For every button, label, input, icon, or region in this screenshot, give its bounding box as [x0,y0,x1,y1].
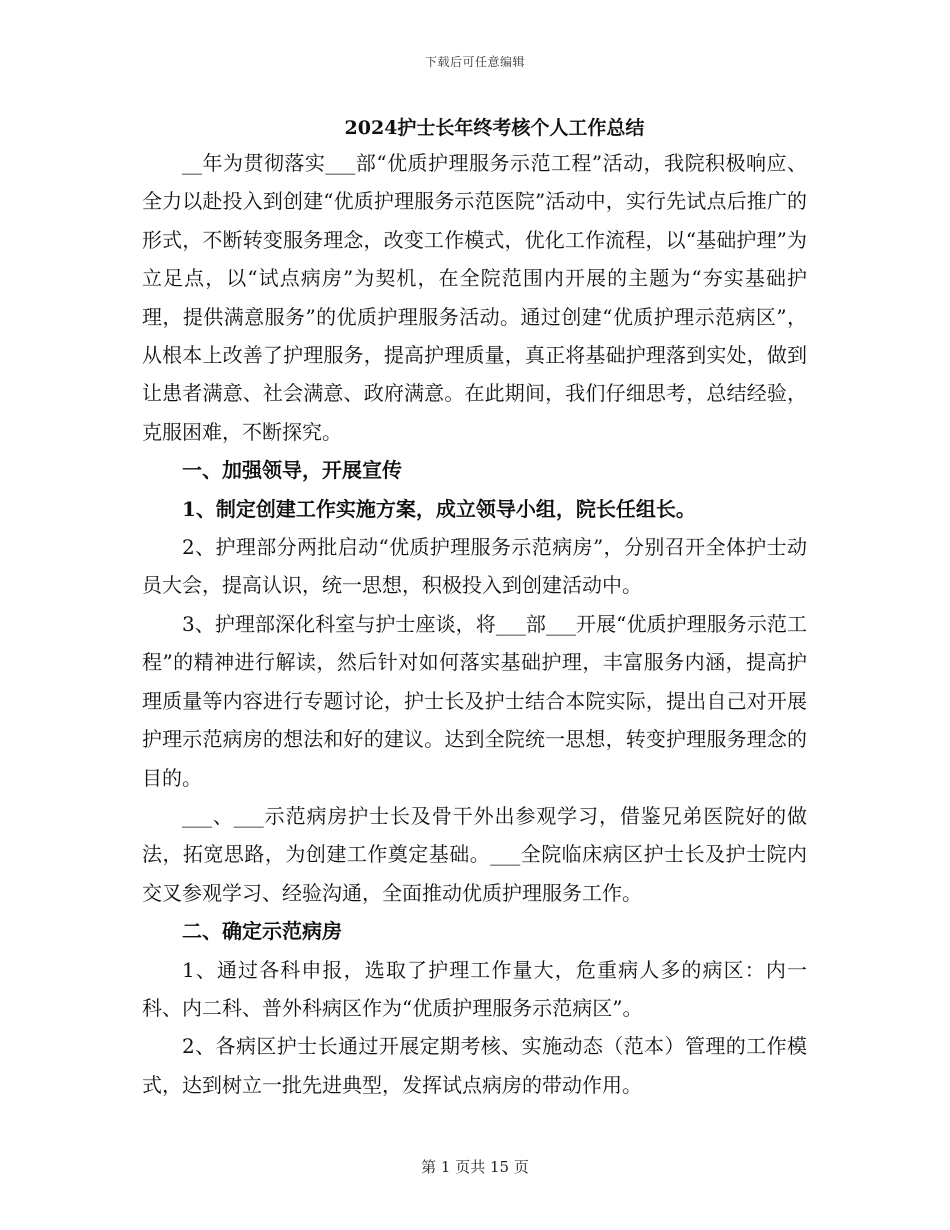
document-title: 2024护士长年终考核个人工作总结 [344,117,645,139]
page-header-note: 下载后可任意编辑 [424,55,525,69]
document-body [142,112,807,1104]
page-number: 第 1 页共 15 页 [421,1158,529,1176]
intro-paragraph: __年为贯彻落实___部“优质护理服务示范工程”活动，我院积极响应、全力以赴投入到创建“优质护理服务示范医院”活动中，实行先试点后推广的形式，不断转变服务理念，改变工作模式，优化工作流程，以“基础护理”为立足点，以“试点病房”为契机，在全院范围内开展的主题为“夯实基础护理，提供满意服务”的优质护理服务活动。通过创建“优质护理示范病区”，从根本上改善了护理服务，提高护理质量，真正将基础护理落到实处，做到让患者满意、社会满意、政府满意。在此期间，我们仔细思考，总结经验，克服困难，不断探究。 [142,151,807,444]
section-2-heading: 二、确定示范病房 [182,919,342,944]
section-1-heading: 一、加强领导，开展宣传 [182,458,402,483]
section-1-subheading: 1、制定创建工作实施方案，成立领导小组，院长任组长。 [182,496,696,521]
section-1-paragraph-2: 2、护理部分两批启动“优质护理服务示范病房”，分别召开全体护士动员大会，提高认识，统一思想，积极投入到创建活动中。 [142,535,807,598]
section-1-paragraph-3: 3、护理部深化科室与护士座谈，将___部___开展“优质护理服务示范工程”的精神进行解读，然后针对如何落实基础护理，丰富服务内涵，提高护理质量等内容进行专题讨论，护士长及护士结合本院实际，提出自己对开展护理示范病房的想法和好的建议。达到全院统一思想，转变护理服务理念的目的。 [142,611,807,790]
section-1-paragraph-4: ___、___示范病房护士长及骨干外出参观学习，借鉴兄弟医院好的做法，拓宽思路，为创建工作奠定基础。___全院临床病区护士长及护士院内交叉参观学习、经验沟通，全面推动优质护理服务工作。 [142,803,807,905]
section-2-paragraph-1: 1、通过各科申报，选取了护理工作量大，危重病人多的病区：内一科、内二科、普外科病区作为“优质护理服务示范病区”。 [142,957,807,1020]
section-2-paragraph-2: 2、各病区护士长通过开展定期考核、实施动态（范本）管理的工作模式，达到树立一批先进典型，发挥试点病房的带动作用。 [142,1034,807,1097]
